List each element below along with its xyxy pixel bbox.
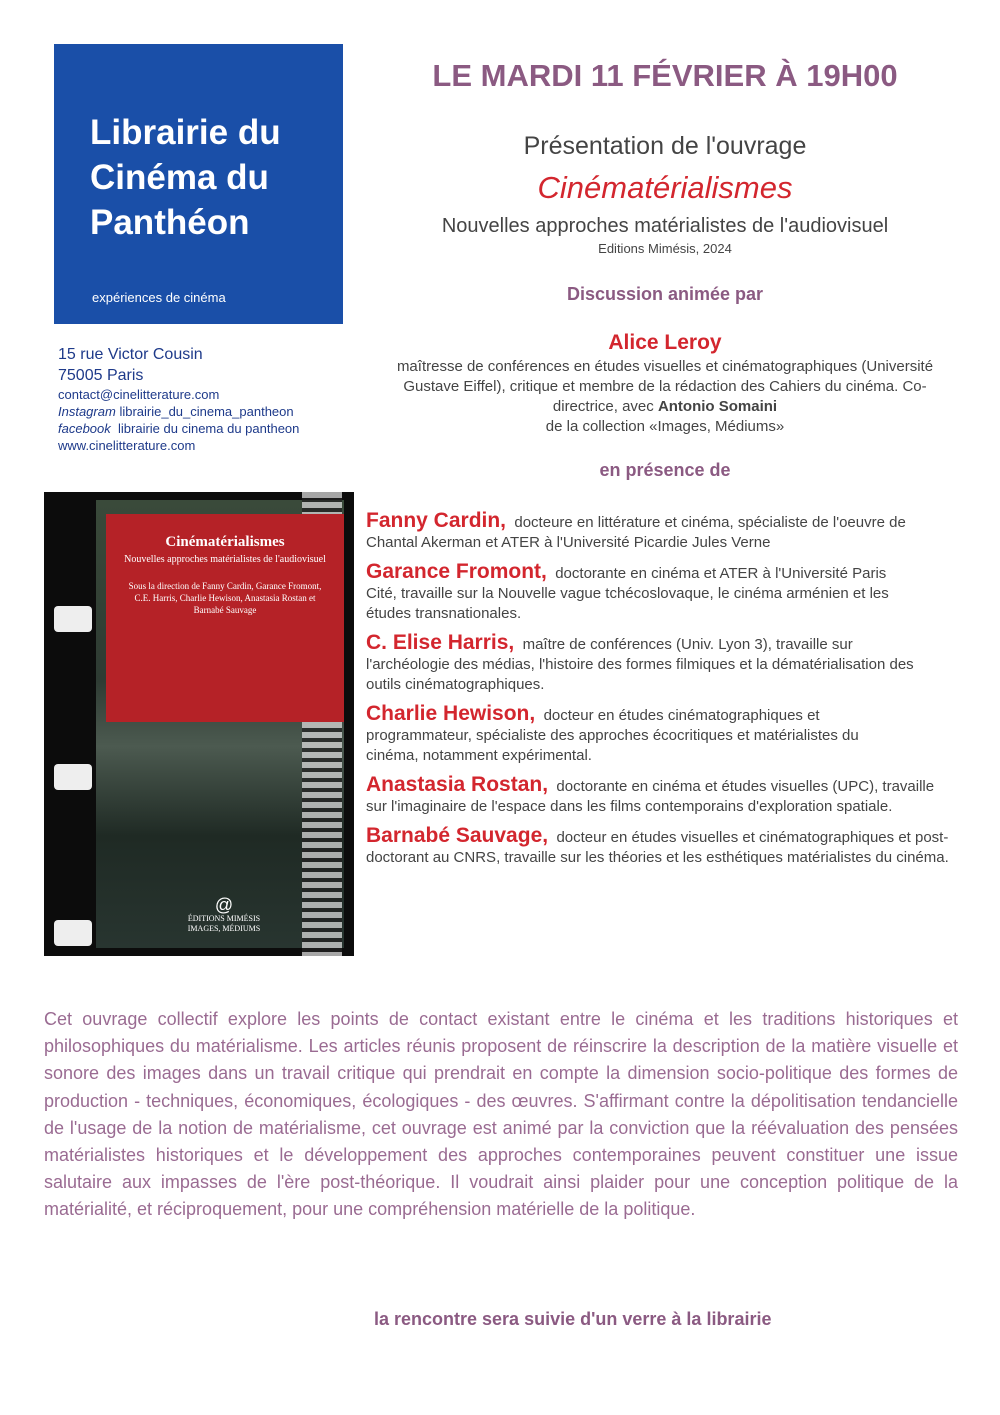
participant-bio: docteure en littérature et cinéma, spécialiste de l'oeuvre de Chantal Akerman et ATER à l'Université Picardie Jules Verne (366, 514, 906, 551)
event-date: LE MARDI 11 FÉVRIER À 19H00 (432, 58, 898, 93)
cover-direction: Sous la direction de Fanny Cardin, Garance Fromont, C.E. Harris, Charlie Hewison, Anastasia Rostan et Barnabé Sauvage (128, 581, 322, 615)
bookstore-address (58, 344, 299, 454)
participant-entry (366, 826, 958, 868)
participant-name: C. Elise Harris, (366, 631, 515, 654)
participant-bio: doctorante en cinéma et ATER à l'Université Paris Cité, travaille sur la Nouvelle vague tchécoslovaque, le cinéma arménien et les études transnationales. (366, 565, 889, 622)
participant-bio: maître de conférences (Univ. Lyon 3), travaille sur l'archéologie des médias, l'histoire des formes filmiques et la dématérialisation des outils cinématographiques. (366, 636, 914, 693)
cover-collection: IMAGES, MÉDIUMS (187, 924, 261, 933)
street-address: 15 rue Victor Cousin (58, 346, 203, 363)
film-perforation (54, 764, 92, 790)
participant-name: Charlie Hewison, (366, 702, 536, 725)
closing-note: la rencontre sera suivie d'un verre à la librairie (374, 1309, 772, 1329)
cover-title-box (106, 514, 344, 722)
instagram-handle: librairie_du_cinema_pantheon (119, 404, 294, 419)
film-perforation (54, 606, 92, 632)
participant-name: Garance Fromont, (366, 560, 547, 583)
participant-bio: doctorante en cinéma et études visuelles (UPC), travaille sur l'imaginaire de l'espace dans les films contemporains d'exploration spatiale. (366, 778, 935, 815)
bookstore-logo (54, 44, 343, 324)
city-address: 75005 Paris (58, 367, 144, 384)
website-link[interactable]: www.cinelitterature.com (58, 438, 196, 453)
participant-entry (366, 775, 936, 817)
participant-bio: docteur en études cinématographiques et programmateur, spécialiste des approches écocritiques et matérialistes du cinéma, notamment expérimental. (366, 707, 859, 764)
book-title: Cinématérialismes (537, 170, 793, 205)
presence-heading: en présence de (599, 460, 731, 480)
cover-title: Cinématérialismes (165, 534, 285, 550)
presentation-heading: Présentation de l'ouvrage (523, 132, 807, 160)
contact-email[interactable]: contact@cinelitterature.com (58, 387, 220, 402)
instagram-label: Instagram (58, 404, 116, 419)
participant-name: Fanny Cardin, (366, 509, 507, 532)
participant-bio: docteur en études visuelles et cinématographiques et post-doctorant au CNRS, travaille sur les théories et les esthétiques matérialistes du cinéma. (366, 829, 949, 866)
book-editions: Editions Mimésis, 2024 (598, 241, 732, 256)
bookstore-tagline: expériences de cinéma (92, 290, 226, 305)
book-description: Cet ouvrage collectif explore les points de contact existant entre le cinéma et les traditions historiques et philosophiques du matérialisme. Les articles réunis proposent de réinscrire la description de la matière visuelle et sonore des images dans un travail critique qui prendrait en compte la dimension socio-politique des formes de production - techniques, économiques, écologiques - des œuvres. S'affirmant contre la dépolitisation tendancielle de l'usage de la notion de matérialisme, cet ouvrage est animé par la conviction que la réévaluation des pensées matérialistes historiques et le développement des approches contemporaines peuvent constituer une issue salutaire aux impasses de l'ère post-théorique. Il voudrait ainsi plaider pour une conception politique de la matérialité, et réciproquement, pour une compréhension matérielle de la politique. (44, 1009, 958, 1220)
bookstore-name: Librairie du Cinéma du Panthéon (90, 113, 281, 242)
instagram-line[interactable] (58, 403, 299, 420)
co-director-name: Antonio Somaini (657, 398, 778, 415)
moderator-bio-part1: maîtresse de conférences en études visuelles et cinématographiques (Université Gustave Eiffel), critique et membre de la rédaction des Cahiers du cinéma. Co-directrice, avec (396, 358, 934, 415)
facebook-handle: librairie du cinema du pantheon (118, 421, 300, 436)
facebook-line[interactable] (58, 420, 299, 437)
moderator-bio (392, 357, 938, 437)
participant-name: Anastasia Rostan, (366, 773, 549, 796)
book-cover (44, 492, 354, 956)
discussion-heading: Discussion animée par (566, 284, 764, 304)
participant-entry (366, 633, 926, 695)
cover-publisher-block (144, 896, 304, 934)
cover-subtitle: Nouvelles approches matérialistes de l'audiovisuel (124, 554, 326, 565)
participant-name: Barnabé Sauvage, (366, 824, 549, 847)
participant-entry (366, 704, 906, 766)
participants-list (366, 511, 966, 877)
publisher-logo-icon: @ (214, 895, 234, 915)
cover-publisher: ÉDITIONS MIMÉSIS (187, 914, 261, 923)
moderator-name: Alice Leroy (608, 331, 722, 354)
moderator-bio-part2: de la collection «Images, Médiums» (545, 418, 785, 435)
participant-entry (366, 511, 922, 553)
film-perforation (54, 920, 92, 946)
book-subtitle: Nouvelles approches matérialistes de l'audiovisuel (441, 215, 889, 237)
facebook-label: facebook (58, 421, 111, 436)
participant-entry (366, 562, 914, 624)
